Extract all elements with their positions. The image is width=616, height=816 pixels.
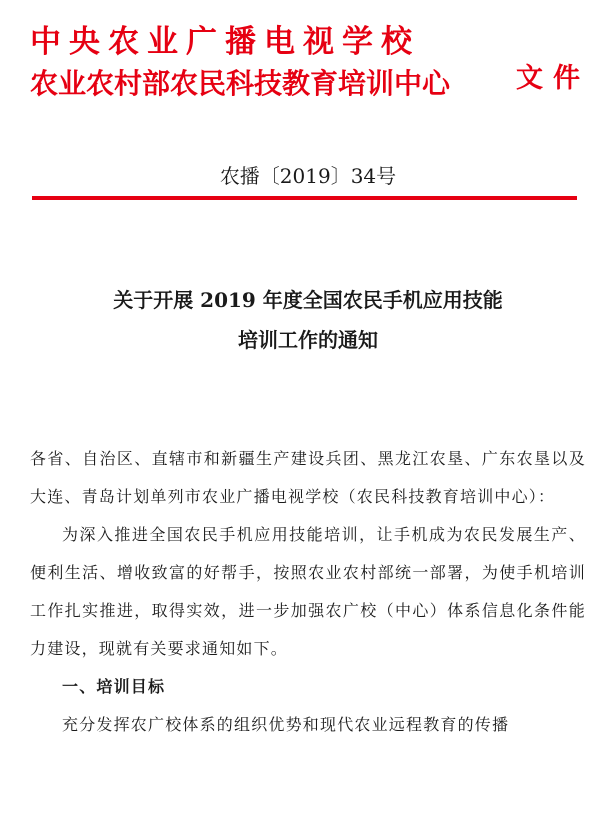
red-divider-line <box>32 196 577 200</box>
intro-paragraph: 为深入推进全国农民手机应用技能培训，让手机成为农民发展生产、便利生活、增收致富的好帮手，按照农业农村部统一部署，为使手机培训工作扎实推进，取得实效，进一步加强农广校（中心）体系信息化条件能力建设，现就有关要求通知如下。 <box>30 525 586 658</box>
document-label: 文件 <box>516 63 590 94</box>
document-number: 农播〔2019〕34号 <box>219 164 397 188</box>
section-heading-training-goals: 一、培训目标 <box>62 677 166 696</box>
notice-title-line2: 培训工作的通知 <box>238 328 378 352</box>
notice-body <box>30 440 586 744</box>
org-name-school: 中央农业广播电视学校 <box>30 24 420 60</box>
addressee-paragraph: 各省、自治区、直辖市和新疆生产建设兵团、黑龙江农垦、广东农垦以及大连、青岛计划单列市农业广播电视学校（农民科技教育培训中心）： <box>30 449 586 506</box>
org-name-training-center: 农业农村部农民科技教育培训中心 <box>30 67 451 100</box>
notice-title-line1: 关于开展 2019 年度全国农民手机应用技能 <box>113 288 503 312</box>
section-paragraph-training-goals: 充分发挥农广校体系的组织优势和现代农业远程教育的传播 <box>62 715 510 734</box>
issuing-organizations <box>30 22 508 104</box>
